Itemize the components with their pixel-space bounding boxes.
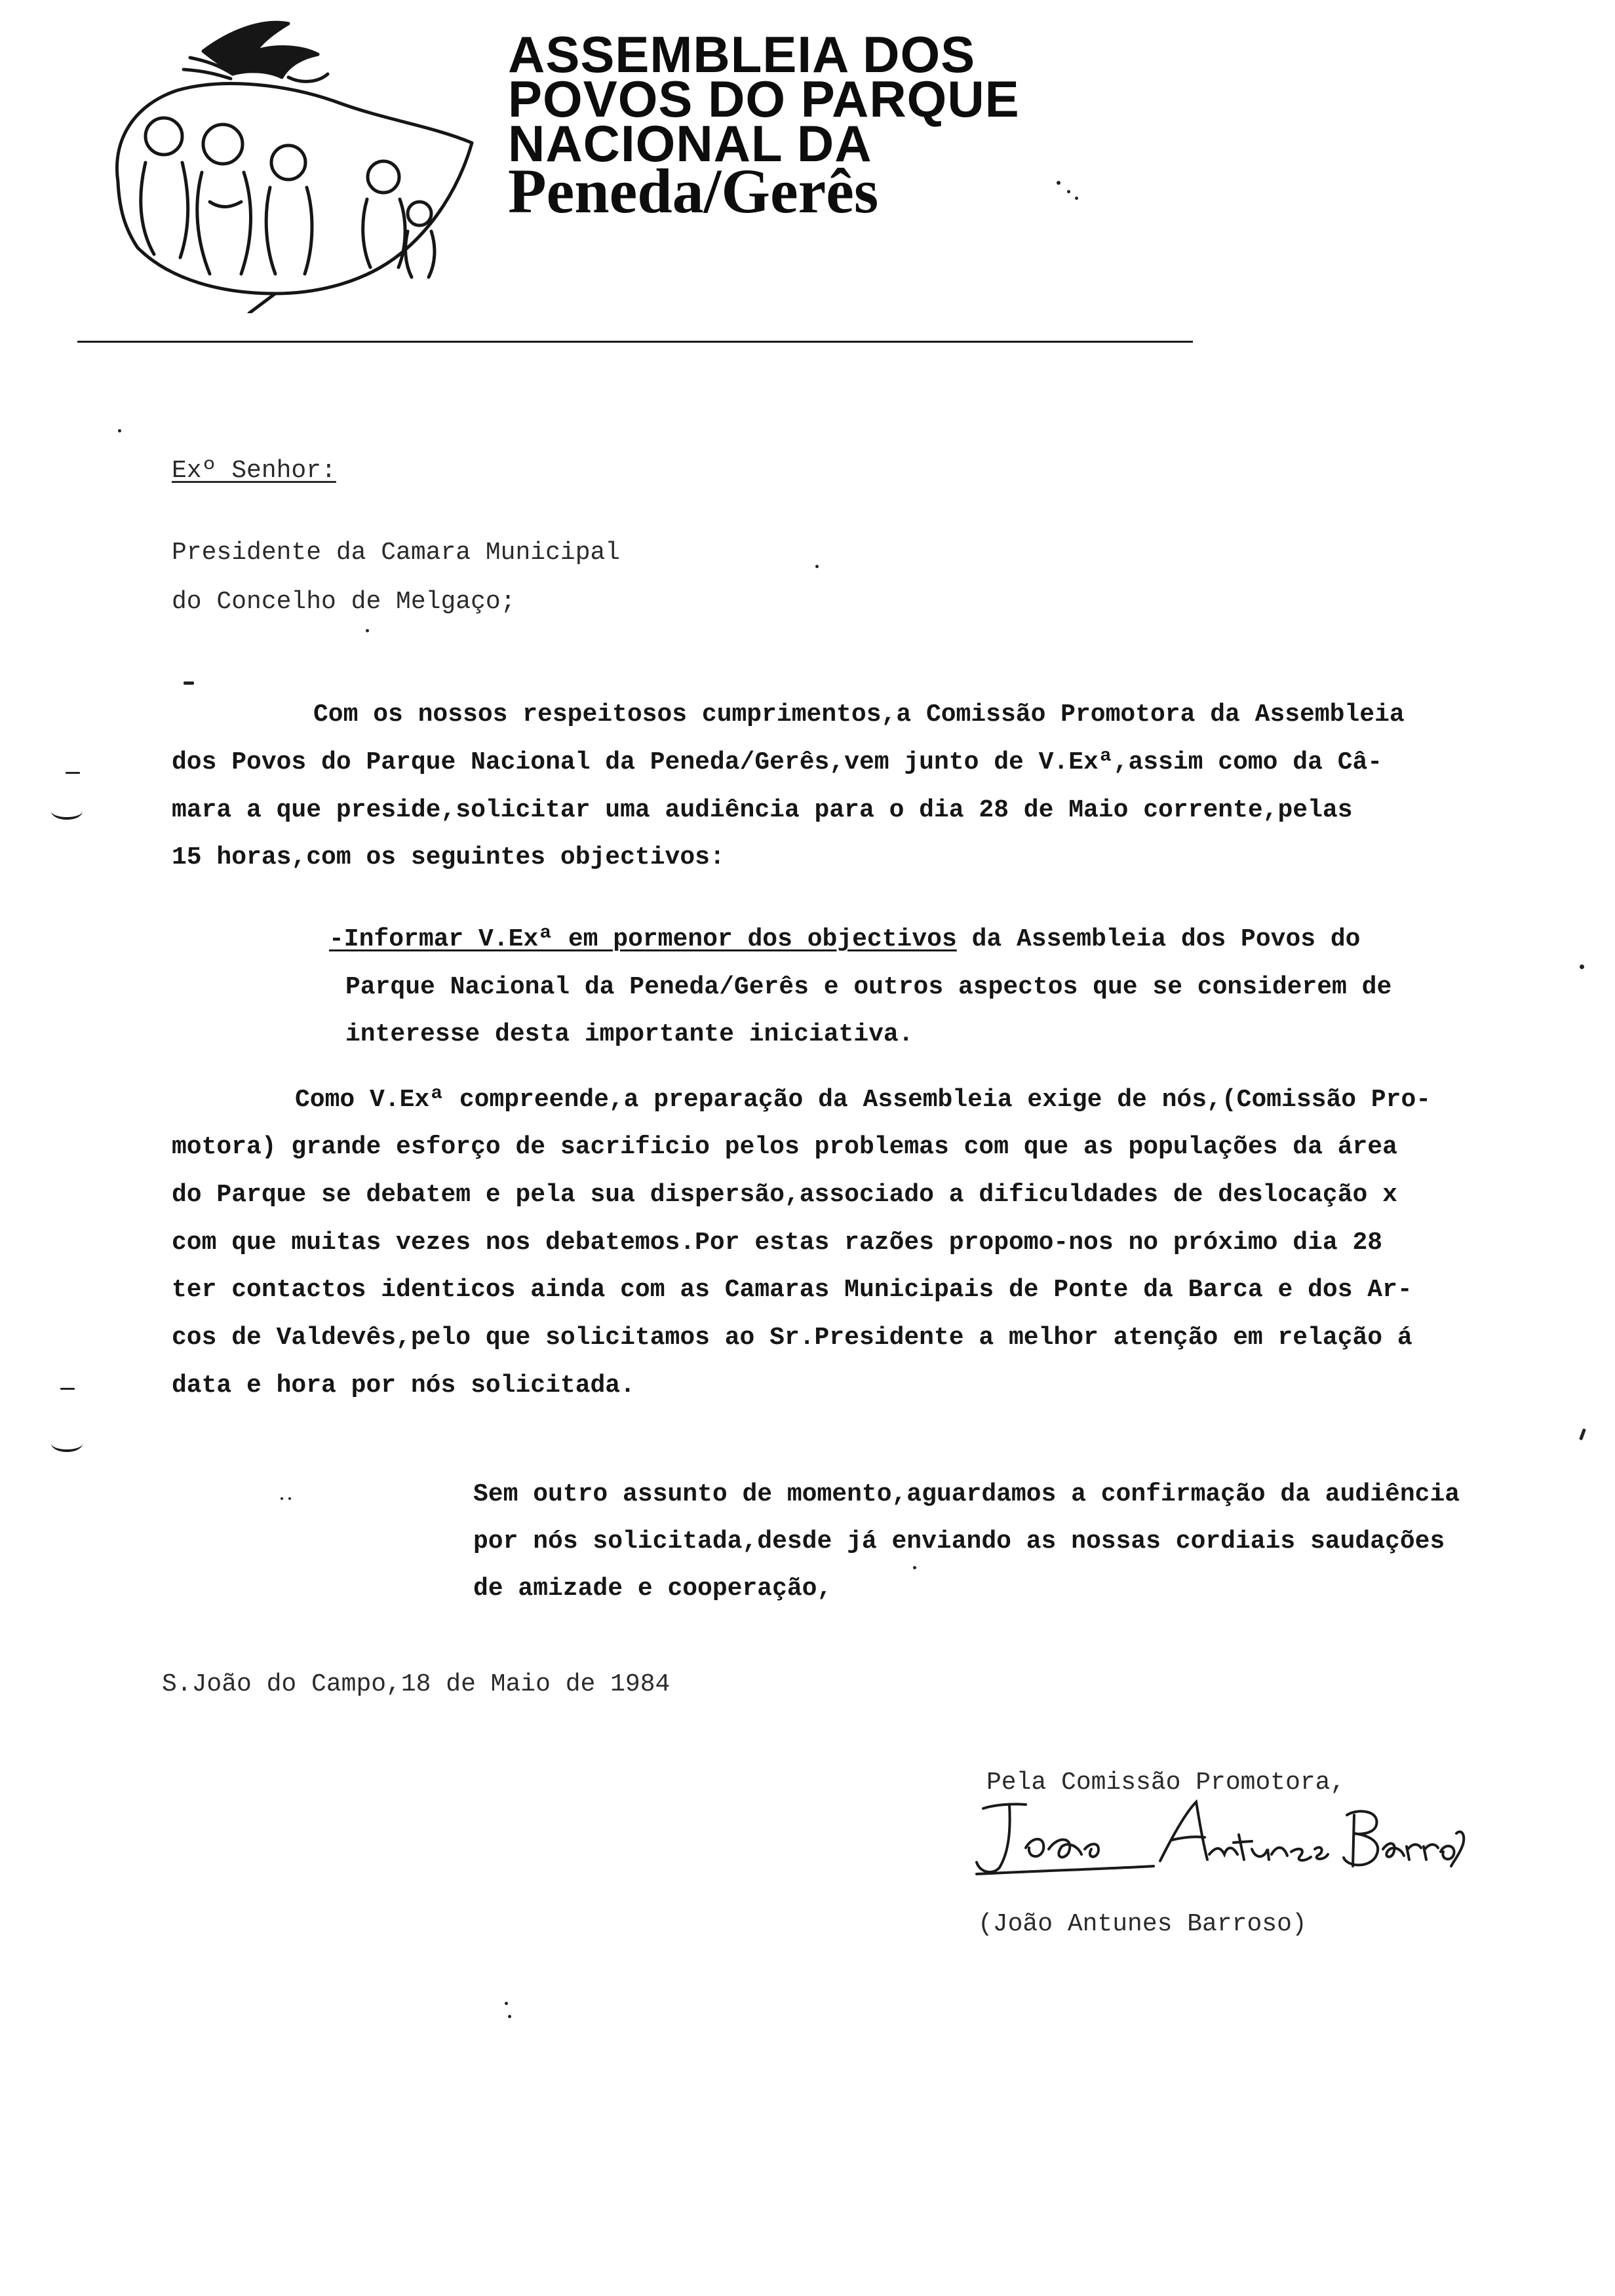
- org-name-line-3: NACIONAL DA: [508, 115, 872, 172]
- scan-speck: [288, 1497, 291, 1500]
- punch-hole-mark: [51, 1435, 83, 1452]
- place-date: S.João do Campo,18 de Maio de 1984: [162, 1670, 671, 1698]
- dove-icon: [203, 22, 318, 77]
- scan-speck: [118, 429, 121, 432]
- header-divider: [77, 341, 1193, 343]
- closing-line-3: de amizade e cooperação,: [473, 1575, 832, 1603]
- scan-speck: [1067, 190, 1070, 193]
- scan-speck: [505, 2002, 508, 2005]
- organization-logo: [92, 5, 485, 313]
- paragraph-2-line-2: motora) grande esforço de sacrificio pelos problemas com que as populações da área: [172, 1133, 1397, 1161]
- scan-speck: [366, 629, 369, 632]
- paragraph-2-line-3: do Parque se debatem e pela sua dispersão,associado a dificuldades de deslocação x: [172, 1181, 1397, 1209]
- salutation: Exº Senhor:: [172, 457, 336, 485]
- paragraph-2-line-1: Como V.Exª compreende,a preparação da Assembleia exige de nós,(Comissão Pro-: [295, 1086, 1431, 1114]
- paragraph-1-line-3: mara a que preside,solicitar uma audiência para o dia 28 de Maio corrente,pelas: [172, 796, 1353, 824]
- closing-line-1: Sem outro assunto de momento,aguardamos a confirmação da audiência: [473, 1480, 1460, 1508]
- handwritten-signature: [963, 1789, 1468, 1881]
- signoff-label: Pela Comissão Promotora,: [986, 1769, 1346, 1797]
- closing-line-2: por nós solicitada,desde já enviando as nossas cordiais saudações: [473, 1527, 1445, 1556]
- scan-speck: [60, 1388, 75, 1390]
- recipient-line-1: Presidente da Camara Municipal: [172, 539, 621, 567]
- scan-speck: [508, 2015, 511, 2018]
- people-illustration: [141, 118, 435, 277]
- scan-speck: [1579, 1428, 1586, 1441]
- objective-line-3: interesse desta importante iniciativa.: [345, 1020, 914, 1048]
- scan-speck: [184, 681, 194, 685]
- globe-outline: [117, 84, 472, 294]
- scan-speck: [1057, 181, 1060, 185]
- paragraph-1-line-4: 15 horas,com os seguintes objectivos:: [172, 843, 725, 871]
- org-name-line-4: Peneda/Gerês: [508, 156, 879, 226]
- scan-speck: [815, 565, 819, 568]
- paragraph-1-line-1: Com os nossos respeitosos cumprimentos,a Comissão Promotora da Assembleia: [313, 700, 1405, 729]
- paragraph-2-line-5: ter contactos identicos ainda com as Camaras Municipais de Ponte da Barca e dos Ar-: [172, 1276, 1412, 1304]
- org-name-line-2: POVOS DO PARQUE: [508, 70, 1020, 128]
- objective-line-1: [329, 927, 1360, 952]
- scan-speck: [1075, 197, 1078, 200]
- org-name-line-1: ASSEMBLEIA DOS: [508, 26, 976, 83]
- recipient-line-2: do Concelho de Melgaço;: [172, 588, 516, 616]
- objective-line-1-rest: da Assembleia dos Povos do: [971, 925, 1361, 953]
- scan-speck: [281, 1497, 283, 1500]
- signatory-name: (João Antunes Barroso): [978, 1910, 1307, 1938]
- objective-highlight: -Informar V.Exª em pormenor dos objectivos: [329, 925, 957, 953]
- paragraph-2-line-6: cos de Valdevês,pelo que solicitamos ao Sr.Presidente a melhor atenção em relação á: [172, 1324, 1412, 1352]
- scan-speck: [913, 1566, 916, 1569]
- scan-speck: [1580, 965, 1584, 969]
- paragraph-2-line-7: data e hora por nós solicitada.: [172, 1371, 635, 1400]
- paragraph-1-line-2: dos Povos do Parque Nacional da Peneda/Gerês,vem junto de V.Exª,assim como da Câ-: [172, 748, 1383, 776]
- punch-hole-mark: [51, 803, 83, 820]
- paragraph-2-line-4: com que muitas vezes nos debatemos.Por estas razões propomo-nos no próximo dia 28: [172, 1229, 1383, 1257]
- objective-line-2: Parque Nacional da Peneda/Gerês e outros aspectos que se considerem de: [345, 973, 1392, 1001]
- scan-speck: [66, 772, 80, 774]
